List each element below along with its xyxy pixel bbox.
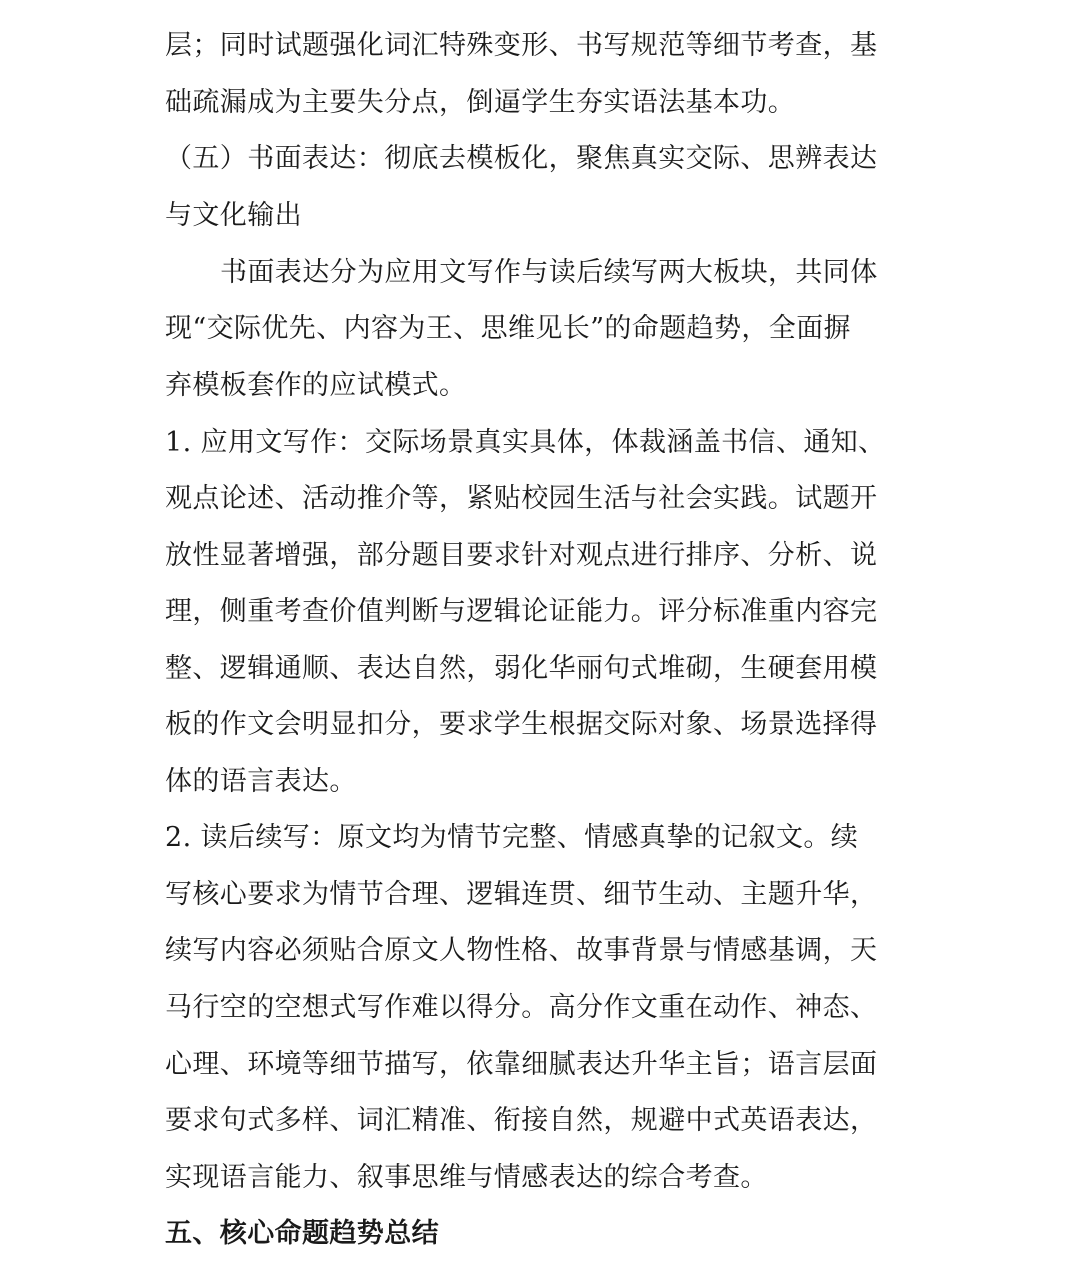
text-line: 实现语言能力、叙事思维与情感表达的综合考查。: [165, 1162, 768, 1193]
text-line: 放性显著增强，部分题目要求针对观点进行排序、分析、说: [165, 540, 878, 571]
text-line: 础疏漏成为主要失分点，倒逼学生夯实语法基本功。: [165, 87, 796, 118]
text-line: 理，侧重考查价值判断与逻辑论证能力。评分标准重内容完: [165, 596, 878, 627]
text-line: 整、逻辑通顺、表达自然，弱化华丽句式堆砌，生硬套用模: [165, 653, 878, 684]
text-line: 体的语言表达。: [165, 766, 357, 797]
text-line: 续写内容必须贴合原文人物性格、故事背景与情感基调，天: [165, 935, 878, 966]
text-line: 要求句式多样、词汇精准、衔接自然，规避中式英语表达，: [165, 1105, 878, 1136]
text-line: 板的作文会明显扣分，要求学生根据交际对象、场景选择得: [165, 709, 878, 740]
section-heading: 五、核心命题趋势总结: [165, 1218, 439, 1249]
text-line: 心理、环境等细节描写，依靠细腻表达升华主旨；语言层面: [165, 1049, 878, 1080]
text-line: 层；同时试题强化词汇特殊变形、书写规范等细节考查，基: [165, 30, 878, 61]
paragraph-first-line: 书面表达分为应用文写作与读后续写两大板块，共同体: [220, 257, 878, 288]
list-item-first-line: 1. 应用文写作：交际场景真实具体，体裁涵盖书信、通知、: [165, 427, 886, 458]
section-subheading: 与文化输出: [165, 200, 302, 231]
text-line: 弃模板套作的应试模式。: [165, 370, 467, 401]
section-subheading: （五）书面表达：彻底去模板化，聚焦真实交际、思辨表达: [165, 143, 878, 174]
text-line: 写核心要求为情节合理、逻辑连贯、细节生动、主题升华，: [165, 879, 878, 910]
list-item-first-line: 2. 读后续写：原文均为情节完整、情感真挚的记叙文。续: [165, 822, 859, 853]
text-line: 观点论述、活动推介等，紧贴校园生活与社会实践。试题开: [165, 483, 878, 514]
text-line: 现“交际优先、内容为王、思维见长”的命题趋势，全面摒: [165, 313, 852, 344]
text-line: 马行空的空想式写作难以得分。高分作文重在动作、神态、: [165, 992, 878, 1023]
